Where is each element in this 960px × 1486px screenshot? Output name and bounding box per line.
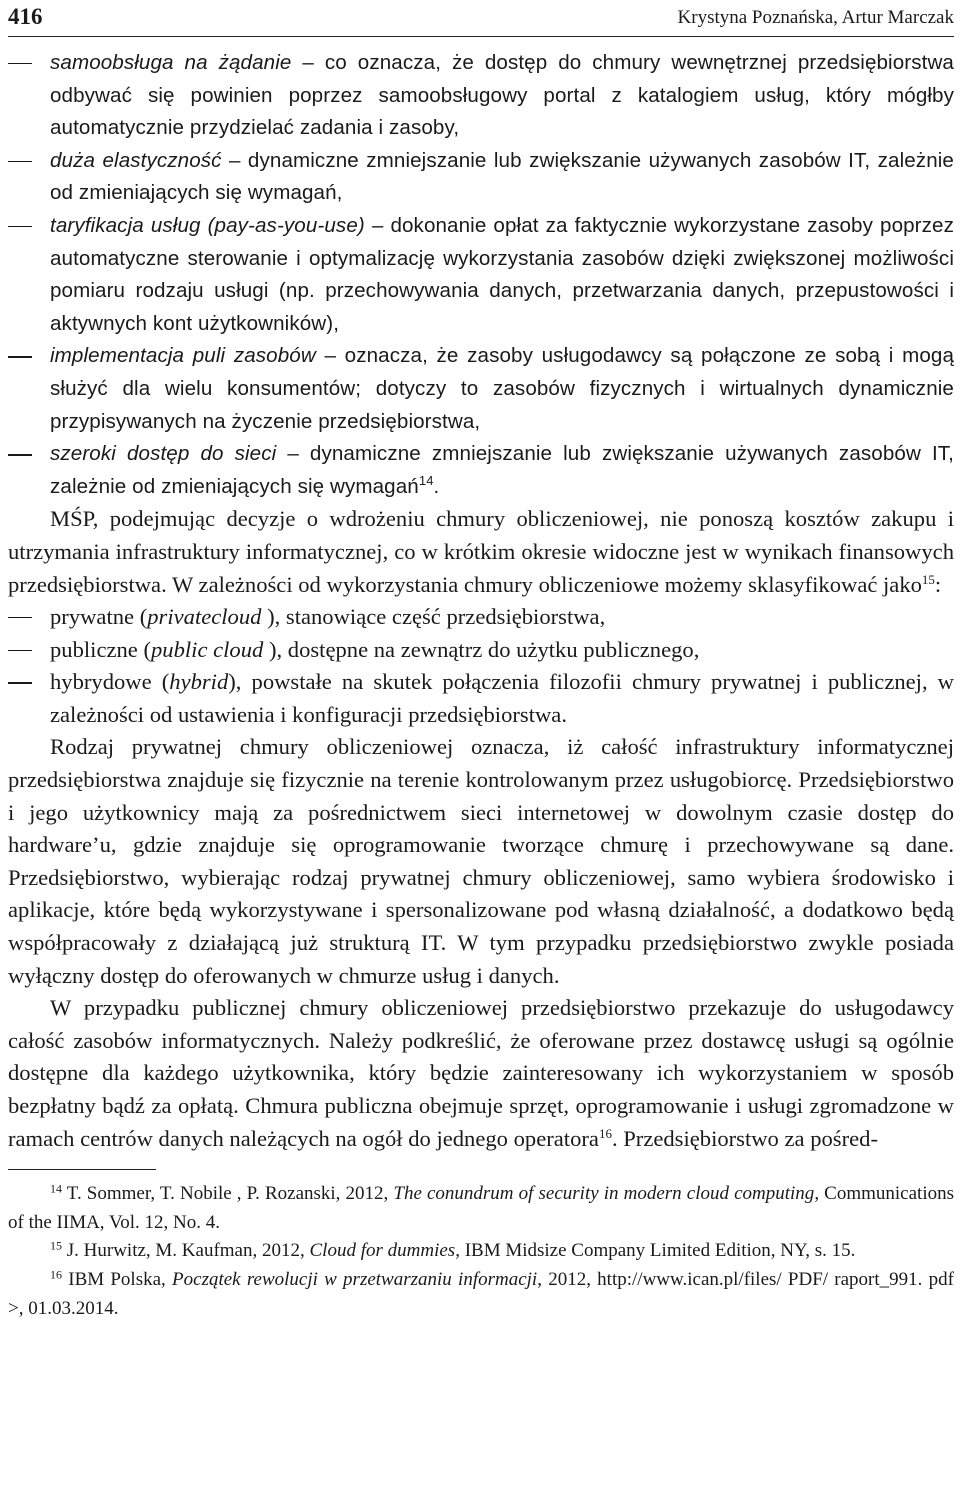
list-item <box>8 47 954 145</box>
paragraph <box>8 992 954 1155</box>
list-item-term: duża elastyczność <box>50 148 222 172</box>
list-item-text: – oznacza, że zasoby usługodawcy są połączone ze sobą i mogą służyć dla wielu konsumentów; dotyczy to zasobów fizycznych i wirtualnych dynamicznie przypisywanych na życzenie przedsiębiorstwa, <box>50 344 955 433</box>
paragraph-text: W przypadku publicznej chmury obliczeniowej przedsiębiorstwo przekazuje do usługodawcy całość zasobów informatycznych. Należy podkreślić, że oferowane przez dostawcę usługi są ogólnie dostępne dla każdego użytkownika, który będzie zainteresowany ich wykorzystaniem w sposób bezpłatny bądź za opłatą. Chmura publiczna obejmuje sprzęt, oprogramowanie i usługi zgromadzone w ramach centrów danych należących na ogół do jednego operatora <box>8 995 954 1151</box>
list-item-text: publiczne ( <box>50 636 151 662</box>
list-item-text: – dokonanie opłat za faktycznie wykorzystane zasoby poprzez automatyczne sterowanie i optymalizację wykorzystania zasobów dzięki zwiększonej możliwości pomiaru rodzaju usługi (np. przechowywania danych, przetwarzania danych, przepustowości i aktywnych kont użytkowników), <box>50 213 954 335</box>
body-text <box>8 47 954 1155</box>
paragraph: Rodzaj prywatnej chmury obliczeniowej oznacza, iż całość infrastruktury informatycznej przedsiębiorstwa znajduje się fizycznie na terenie kontrolowanym przez usługobiorcę. Przedsiębiorstwo i jego użytkownicy mają za pośrednictwem sieci internetowej w dowolnym czasie dostęp do hardware’u, gdzie znajduje się oprogramowanie tworzące chmurę i przechowywane są dane. Przedsiębiorstwo, wybierając rodzaj prywatnej chmury obliczeniowej, samo wybiera środowisko i aplikacje, które będą wykorzystywane i spersonalizowane pod własną działalność, a dodatkowo będą współpracowały z działającą już strukturą IT. W tym przypadku przedsiębiorstwo zwykle posiada wyłączny dostęp do oferowanych w chmurze usług i danych. <box>8 734 954 988</box>
list-item-text: – co oznacza, że dostęp do chmury wewnętrznej przedsiębiorstwa odbywać się powinien poprzez samoobsługowy portal z katalogiem usług, który mógłby automatycznie przydzielać zadania i zasoby, <box>50 51 954 140</box>
list-item-text: – dynamiczne zmniejszanie lub zwiększanie używanych zasobów IT, zależnie od zmieniających się wymagań, <box>50 148 954 205</box>
paragraph-text: MŚP, podejmując decyzje o wdrożeniu chmury obliczeniowej, nie ponoszą kosztów zakupu i utrzymania infrastruktury informatycznej, co w krótkim okresie widoczne jest w wynikach finansowych przedsiębiorstwa. W zależności od wykorzystania chmury obliczeniowe możemy sklasyfikować jako <box>8 506 954 597</box>
list-item-punct: . <box>433 474 440 498</box>
footnote-title: Cloud for dummies <box>309 1240 456 1262</box>
footnotes <box>8 1180 954 1323</box>
list-item-term: privatecloud <box>147 604 268 630</box>
paragraph-punct: : <box>934 571 942 597</box>
list-item-text: ), dostępne na zewnątrz do użytku publicznego, <box>268 636 700 662</box>
list-item <box>8 340 954 438</box>
footnote-number: 15 <box>50 1238 62 1253</box>
page-header <box>8 0 954 37</box>
footnote-number: 14 <box>50 1181 62 1196</box>
footnote-number: 16 <box>50 1267 62 1282</box>
cloud-type-list <box>8 601 954 731</box>
footnote-ref[interactable]: 15 <box>921 571 935 587</box>
list-item-term: hybrid <box>169 669 229 695</box>
footnote-text: IBM Polska, <box>62 1268 173 1290</box>
paragraph <box>8 503 954 601</box>
list-item-term: public cloud <box>151 636 269 662</box>
list-item <box>8 601 954 634</box>
footnote-ref[interactable]: 16 <box>598 1125 612 1141</box>
footnote-text: , IBM Midsize Company Limited Edition, NY, s. 15. <box>455 1240 856 1262</box>
list-item <box>8 438 954 503</box>
footnote-ref[interactable]: 14 <box>418 472 434 488</box>
footnote-text: , Communications of the IIMA, Vol. 12, No. 4. <box>8 1183 954 1233</box>
footnote-title: The conundrum of security in modern cloud computing <box>393 1183 815 1205</box>
footnote <box>8 1266 954 1323</box>
list-item-text: ), powstałe na skutek połączenia filozofii chmury prywatnej i publicznej, w zależności od ustawienia i konfiguracji przedsiębiorstwa. <box>50 669 954 727</box>
list-item-text: ), stanowiące część przedsiębiorstwa, <box>267 604 606 630</box>
list-item-text: prywatne ( <box>50 604 148 630</box>
paragraph-text: . Przedsiębiorstwo za pośred- <box>611 1125 878 1151</box>
list-item <box>8 210 954 340</box>
list-item <box>8 145 954 210</box>
footnote-text: J. Hurwitz, M. Kaufman, 2012, <box>62 1240 310 1262</box>
running-head: Krystyna Poznańska, Artur Marczak <box>677 7 954 28</box>
list-item-term: implementacja puli zasobów <box>50 344 316 368</box>
footnote-title: Początek rewolucji w przetwarzaniu informacji <box>172 1268 538 1290</box>
page-number: 416 <box>8 4 43 29</box>
list-item-text: hybrydowe ( <box>50 669 170 695</box>
list-item <box>8 634 954 667</box>
footnote <box>8 1237 954 1266</box>
footnote-text: T. Sommer, T. Nobile , P. Rozanski, 2012, <box>62 1183 394 1205</box>
list-item <box>8 666 954 731</box>
feature-list <box>8 47 954 503</box>
list-item-term: taryfikacja usług (pay-as-you-use) <box>50 213 365 237</box>
footnote-divider <box>8 1169 156 1170</box>
footnote-text: , 2012, http://www.ican.pl/files/ PDF/ raport_991. pdf >, 01.03.2014. <box>8 1268 954 1319</box>
footnote <box>8 1180 954 1237</box>
list-item-term: samoobsługa na żądanie <box>50 51 292 74</box>
list-item-term: szeroki dostęp do sieci <box>50 442 277 466</box>
list-item-text: – dynamiczne zmniejszanie lub zwiększanie używanych zasobów IT, zależnie od zmieniających się wymagań <box>50 442 954 498</box>
